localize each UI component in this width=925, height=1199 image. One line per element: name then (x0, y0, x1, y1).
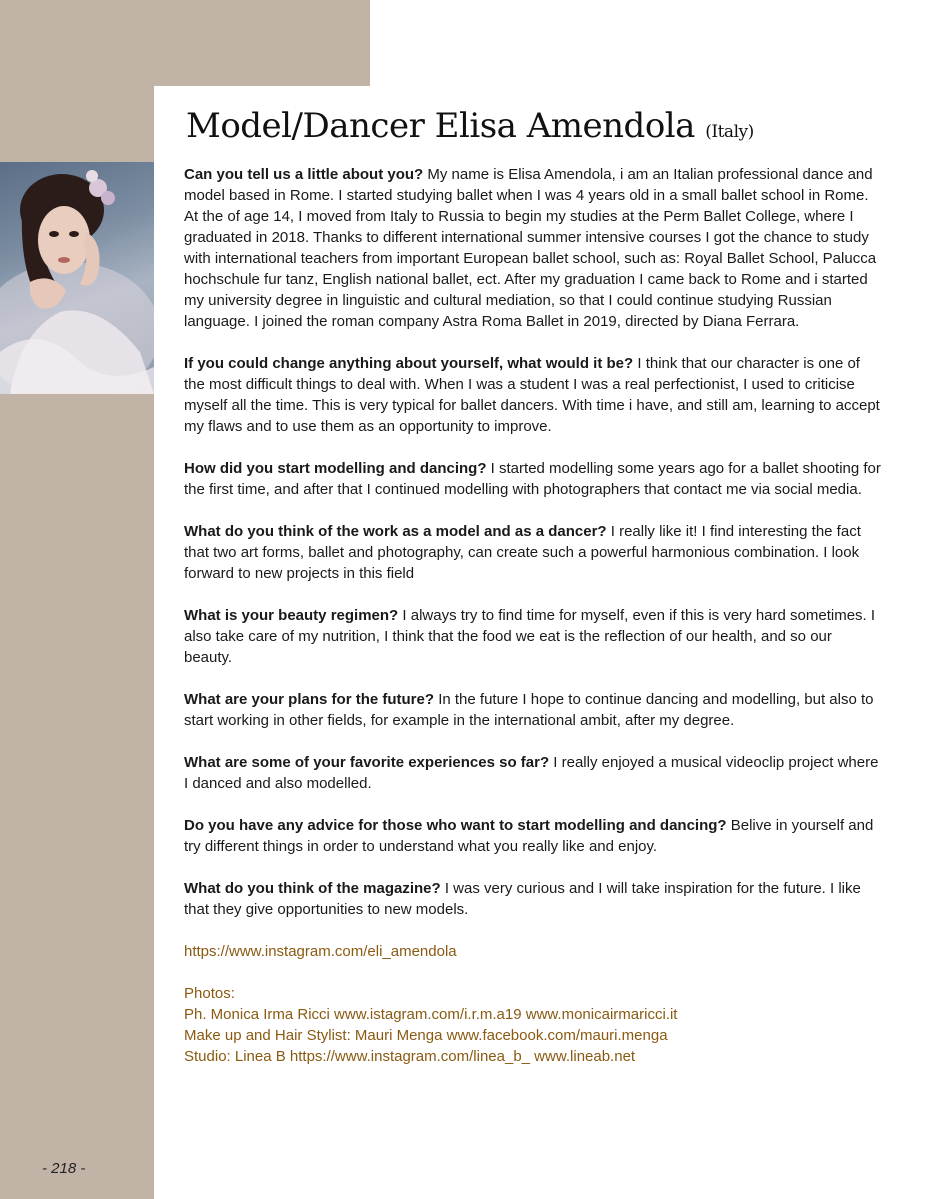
qa-experiences (184, 752, 884, 794)
portrait-photo (0, 162, 154, 394)
title-country: (Italy) (705, 122, 754, 142)
qa-advice (184, 815, 884, 857)
question: Can you tell us a little about you? (184, 166, 424, 183)
interview-article (184, 164, 884, 1067)
instagram-paragraph (184, 941, 884, 962)
qa-about (184, 164, 884, 332)
qa-start (184, 458, 884, 500)
question: What are your plans for the future? (184, 691, 435, 708)
question: Do you have any advice for those who want to start modelling and dancing? (184, 817, 727, 834)
answer: I always try to find time for myself, even if this is very hard sometimes. I also take care of my nutrition, I think that the food we eat is the reflection of our health, and so our beauty. (184, 607, 876, 666)
answer: I really enjoyed a musical videoclip project where I danced and also modelled. (184, 754, 879, 792)
qa-future (184, 689, 884, 731)
question: What do you think of the magazine? (184, 880, 441, 897)
credits-heading: Photos: (184, 985, 235, 1002)
qa-magazine (184, 878, 884, 920)
answer: In the future I hope to continue dancing and modelling, but also to start working in other fields, for example in the international ambit, after my degree. (184, 691, 874, 729)
page-number: - 218 - (42, 1160, 86, 1177)
photo-credits (184, 983, 884, 1067)
question: What do you think of the work as a model and as a dancer? (184, 523, 607, 540)
question: If you could change anything about yourself, what would it be? (184, 355, 634, 372)
answer: I think that our character is one of the most difficult things to deal with. When I was a student I was a real perfectionist, I used to criticise myself all the time. This is very typical for ballet dancers. With time i have, and still am, learning to accept my flaws and to use them as an opportunity to improve. (184, 355, 880, 435)
instagram-link[interactable]: https://www.instagram.com/eli_amendola (184, 943, 457, 960)
page-title (186, 106, 754, 146)
answer: I started modelling some years ago for a ballet shooting for the first time, and after that I continued modelling with photographers that contact me via social media. (184, 460, 881, 498)
portrait-illustration (0, 162, 154, 394)
title-name: Model/Dancer Elisa Amendola (186, 106, 695, 146)
qa-work (184, 521, 884, 584)
answer: I was very curious and I will take inspiration for the future. I like that they give opportunities to new models. (184, 880, 861, 918)
answer: Belive in yourself and try different things in order to understand what you really like and enjoy. (184, 817, 874, 855)
credit-makeup[interactable]: Make up and Hair Stylist: Mauri Menga www.facebook.com/mauri.menga (184, 1027, 668, 1044)
credit-studio[interactable]: Studio: Linea B https://www.instagram.com/linea_b_ www.lineab.net (184, 1048, 636, 1065)
question: What is your beauty regimen? (184, 607, 399, 624)
qa-beauty (184, 605, 884, 668)
question: What are some of your favorite experiences so far? (184, 754, 550, 771)
answer: I really like it! I find interesting the fact that two art forms, ballet and photography, can create such a powerful harmonious combination. I look forward to new projects in this field (184, 523, 861, 582)
question: How did you start modelling and dancing? (184, 460, 487, 477)
answer: My name is Elisa Amendola, i am an Italian professional dance and model based in Rome. I started studying ballet when I was 4 years old in a small ballet school in Rome. At the of age 14, I moved from Italy to Russia to begin my studies at the Perm Ballet College, where I graduated in 2018. Thanks to different international summer intensive courses I got the chance to study with international teachers from important European ballet school, such as: Royal Ballet School, Palucca hochschule fur tanz, English national ballet, ect. After my graduation I came back to Rome and i started my university degree in linguistic and cultural mediation, so that I could continue studying Russian language. I joined the roman company Astra Roma Ballet in 2019, directed by Diana Ferrara. (184, 166, 877, 330)
credit-photographer[interactable]: Ph. Monica Irma Ricci www.istagram.com/i.r.m.a19 www.monicairmaricci.it (184, 1006, 678, 1023)
qa-change (184, 353, 884, 437)
